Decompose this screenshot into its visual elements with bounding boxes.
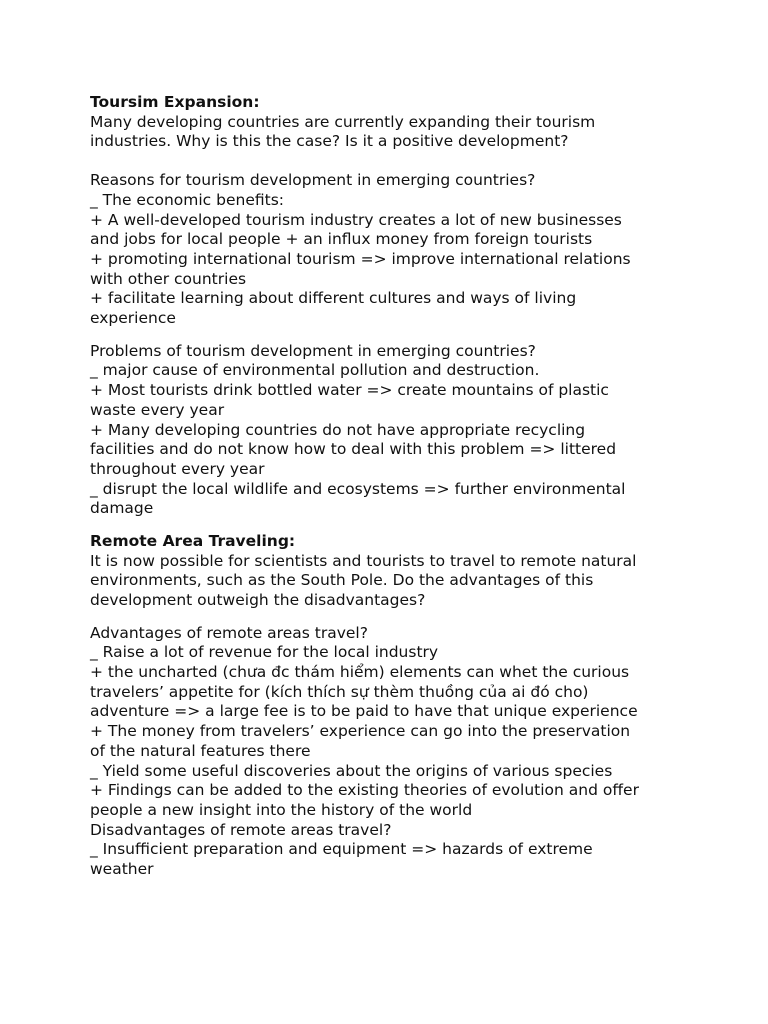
- advantages-line: + The money from travelers’ experience can go into the preservation: [90, 722, 631, 741]
- problems-line: facilities and do not know how to deal with this problem => littered: [90, 440, 617, 459]
- reasons-line: with other countries: [90, 269, 247, 288]
- advantages-line: adventure => a large fee is to be paid to have that unique experience: [90, 702, 638, 721]
- advantages-line: travelers’ appetite for (kích thích sự thèm thuồng của ai đó cho): [90, 682, 589, 701]
- document-body: [90, 93, 690, 880]
- problems-line: waste every year: [90, 400, 225, 419]
- paragraph-spacer: [90, 152, 690, 171]
- reasons-line: Reasons for tourism development in emerging countries?: [90, 171, 536, 190]
- paragraph-spacer: [90, 611, 690, 624]
- reasons-line: + A well-developed tourism industry creates a lot of new businesses: [90, 210, 622, 229]
- section1-line: industries. Why is this the case? Is it a positive development?: [90, 132, 569, 151]
- section2-line: development outweigh the disadvantages?: [90, 591, 426, 609]
- section1-line: Many developing countries are currently expanding their tourism: [90, 112, 596, 131]
- advantages-line: _ Yield some useful discoveries about the origins of various species: [90, 761, 613, 780]
- advantages-line: people a new insight into the history of the world: [90, 800, 473, 819]
- advantages-line: _ Raise a lot of revenue for the local industry: [90, 643, 439, 662]
- problems-line: + Most tourists drink bottled water => create mountains of plastic: [90, 381, 609, 400]
- reasons-line: + promoting international tourism => improve international relations: [90, 250, 631, 268]
- disadvantages-line: _ Insufficient preparation and equipment => hazards of extreme: [90, 840, 593, 859]
- problems-line: damage: [90, 499, 154, 518]
- section-heading-tourism-expansion: Toursim Expansion:: [90, 93, 260, 111]
- section-heading-remote-area-traveling: Remote Area Traveling:: [90, 531, 296, 550]
- reasons-line: experience: [90, 309, 176, 328]
- advantages-line: Advantages of remote areas travel?: [90, 623, 368, 642]
- section2-line: It is now possible for scientists and tourists to travel to remote natural: [90, 551, 637, 570]
- problems-line: throughout every year: [90, 459, 265, 478]
- advantages-line: + the uncharted (chưa đc thám hiểm) elements can whet the curious: [90, 663, 630, 682]
- advantages-line: + Findings can be added to the existing theories of evolution and offer: [90, 781, 639, 800]
- problems-line: _ disrupt the local wildlife and ecosystems => further environmental: [90, 479, 626, 498]
- reasons-line: and jobs for local people + an influx money from foreign tourists: [90, 230, 593, 249]
- disadvantages-line: weather: [90, 859, 154, 878]
- problems-line: + Many developing countries do not have appropriate recycling: [90, 420, 586, 439]
- paragraph-spacer: [90, 329, 690, 342]
- problems-line: Problems of tourism development in emerging countries?: [90, 341, 536, 360]
- reasons-line: _ The economic benefits:: [90, 190, 285, 209]
- advantages-line: of the natural features there: [90, 741, 311, 760]
- problems-line: _ major cause of environmental pollution and destruction.: [90, 361, 540, 380]
- disadvantages-line: Disadvantages of remote areas travel?: [90, 820, 392, 839]
- paragraph-spacer: [90, 519, 690, 532]
- reasons-line: + facilitate learning about different cultures and ways of living: [90, 289, 577, 308]
- section2-line: environments, such as the South Pole. Do the advantages of this: [90, 571, 594, 590]
